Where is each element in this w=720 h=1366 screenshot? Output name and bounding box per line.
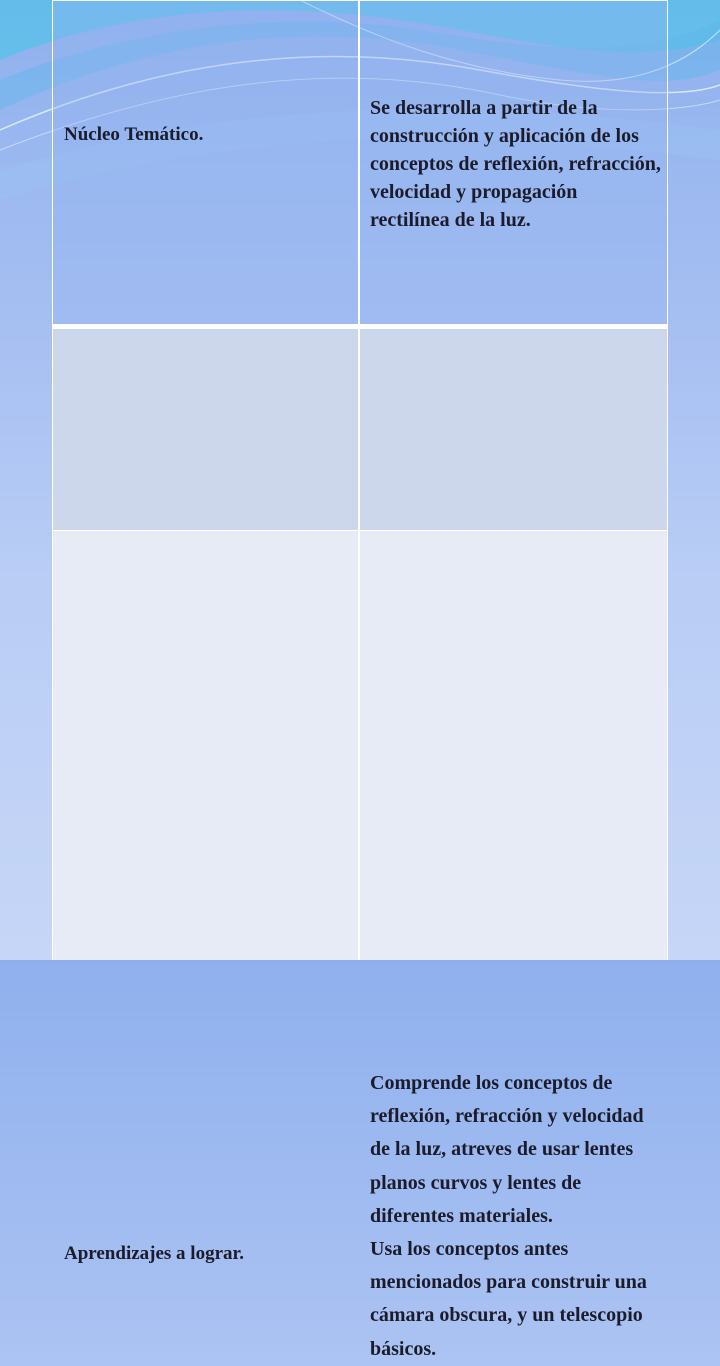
row-label-aprendizajes: Aprendizajes a lograr. bbox=[64, 1243, 244, 1264]
aprendizajes-paragraph-2: Usa los conceptos antes mencionados para construir una cámara obscura, y un telescopio básicos. bbox=[370, 1238, 647, 1360]
table-row bbox=[52, 0, 668, 324]
row-text-nucleo-tematico: Se desarrolla a partir de la construcción y aplicación de los conceptos de reflexión, refracción, velocidad y propagación rectilínea de la luz. bbox=[370, 97, 661, 231]
row-label-nucleo-tematico: Núcleo Temático. bbox=[64, 124, 204, 145]
table-border-left bbox=[52, 0, 53, 960]
table-border-top bbox=[52, 0, 668, 1]
row-divider bbox=[52, 324, 668, 329]
content-table bbox=[52, 0, 668, 1360]
row-divider-thin bbox=[52, 530, 668, 531]
aprendizajes-paragraph-1: Comprende los conceptos de reflexión, refracción y velocidad de la luz, atreves de usar lentes planos curvos y lentes de diferentes materiales. bbox=[370, 1072, 644, 1227]
row-text-aprendizajes bbox=[370, 1067, 662, 1366]
table-border-right bbox=[667, 0, 668, 960]
table-row bbox=[52, 329, 668, 530]
column-divider bbox=[358, 0, 360, 960]
table-row bbox=[52, 531, 668, 1360]
